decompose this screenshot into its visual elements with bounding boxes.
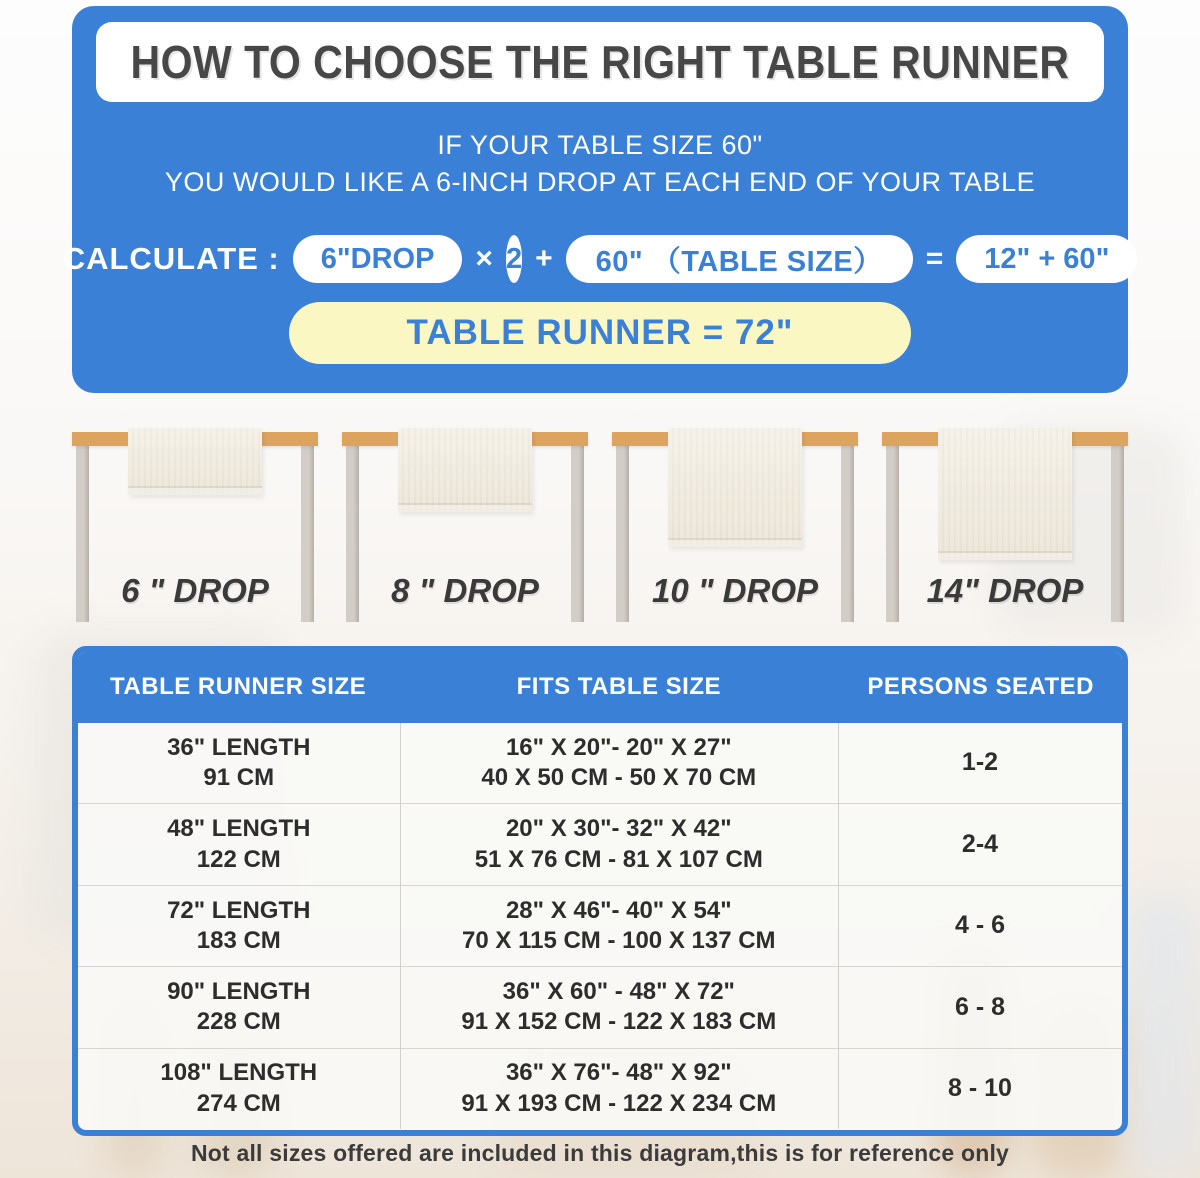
runner-cloth xyxy=(938,428,1072,560)
drop-examples-row xyxy=(72,424,1128,624)
plus-sign: + xyxy=(535,242,553,275)
runner-size-cell xyxy=(78,977,400,1038)
persons-cell: 4 - 6 xyxy=(954,911,1005,940)
fits-size-inches: 20" X 30"- 32" X 42" xyxy=(505,815,732,843)
fits-size-cm: 40 X 50 CM - 50 X 70 CM xyxy=(481,764,757,792)
table-size-pill: 60" （TABLE SIZE） xyxy=(566,235,913,283)
drop-value-pill: 6"DROP xyxy=(293,235,463,283)
drop-label: 10 " DROP xyxy=(651,572,819,609)
runner-length-inches: 90" LENGTH xyxy=(167,977,311,1005)
runner-length-cm: 91 CM xyxy=(203,764,275,792)
table-row xyxy=(78,803,1122,884)
title-banner xyxy=(96,22,1104,102)
result-pill: TABLE RUNNER = 72" xyxy=(289,302,911,364)
fits-size-inches: 36" X 60" - 48" X 72" xyxy=(502,977,735,1005)
fits-size-inches: 16" X 20"- 20" X 27" xyxy=(505,733,732,761)
table-row xyxy=(78,1048,1122,1129)
drop-label: 14" DROP xyxy=(926,572,1084,609)
drop-label: 8 " DROP xyxy=(391,572,539,609)
runner-size-cell xyxy=(78,896,400,957)
size-chart-header xyxy=(77,651,1123,723)
persons-cell: 8 - 10 xyxy=(948,1073,1012,1102)
page-title: HOW TO CHOOSE THE RIGHT TABLE RUNNER xyxy=(130,35,1070,88)
calculation-row xyxy=(62,235,1128,283)
drop-example-8in xyxy=(342,424,588,624)
runner-length-inches: 72" LENGTH xyxy=(167,896,311,924)
header-panel xyxy=(62,6,1128,393)
table-leg xyxy=(301,444,314,622)
runner-length-inches: 48" LENGTH xyxy=(167,815,311,843)
table-leg xyxy=(571,444,584,622)
column-header-persons: PERSONS SEATED xyxy=(867,673,1095,700)
runner-length-inches: 36" LENGTH xyxy=(167,733,311,761)
table-row xyxy=(78,723,1122,803)
column-divider xyxy=(838,723,839,1129)
size-chart-body xyxy=(78,723,1122,1129)
drop-example-10in xyxy=(612,424,858,624)
runner-length-cm: 274 CM xyxy=(196,1089,281,1117)
bg-blob xyxy=(1128,890,1200,1178)
runner-length-cm: 122 CM xyxy=(196,845,281,873)
table-row xyxy=(78,966,1122,1047)
sum-pill: 12" + 60" xyxy=(956,235,1137,283)
runner-cloth xyxy=(668,428,802,547)
runner-cloth xyxy=(128,428,262,495)
subtitle-line-2: YOU WOULD LIKE A 6-INCH DROP AT EACH END OF YOUR TABLE xyxy=(164,167,1036,197)
fits-size-inches: 28" X 46"- 40" X 54" xyxy=(505,896,732,924)
fits-size-cell xyxy=(400,733,838,794)
table-leg xyxy=(616,444,629,622)
runner-cloth xyxy=(398,428,532,512)
runner-length-cm: 183 CM xyxy=(196,927,281,955)
fits-size-cm: 91 X 152 CM - 122 X 183 CM xyxy=(461,1008,777,1036)
times-sign: × xyxy=(475,242,493,275)
size-chart-panel xyxy=(72,646,1128,1136)
fits-size-cell xyxy=(400,814,838,875)
runner-size-cell xyxy=(78,814,400,875)
drop-example-14in xyxy=(882,424,1128,624)
multiplier-badge: 2 xyxy=(506,235,522,283)
fits-size-inches: 36" X 76"- 48" X 92" xyxy=(505,1059,732,1087)
drop-example-6in xyxy=(72,424,318,624)
runner-length-cm: 228 CM xyxy=(196,1008,281,1036)
persons-cell: 6 - 8 xyxy=(954,992,1005,1021)
equals-sign: = xyxy=(925,242,944,275)
fits-size-cell xyxy=(400,1058,838,1119)
table-leg xyxy=(841,444,854,622)
column-divider xyxy=(400,723,401,1129)
drop-label: 6 " DROP xyxy=(121,572,269,609)
calculate-label: CALCULATE : xyxy=(62,241,280,276)
column-header-runner-size: TABLE RUNNER SIZE xyxy=(110,673,367,700)
runner-size-cell xyxy=(78,733,400,794)
fits-size-cm: 91 X 193 CM - 122 X 234 CM xyxy=(461,1089,777,1117)
fits-size-cm: 70 X 115 CM - 100 X 137 CM xyxy=(462,927,776,955)
persons-cell: 1-2 xyxy=(961,748,999,777)
runner-length-inches: 108" LENGTH xyxy=(160,1059,318,1087)
runner-size-cell xyxy=(78,1058,400,1119)
table-row xyxy=(78,885,1122,966)
fits-size-cm: 51 X 76 CM - 81 X 107 CM xyxy=(474,845,763,873)
table-leg xyxy=(76,444,89,622)
column-header-fits-size: FITS TABLE SIZE xyxy=(516,673,721,700)
disclaimer-note: Not all sizes offered are included in this diagram,this is for reference only xyxy=(190,1140,1010,1166)
fits-size-cell xyxy=(400,977,838,1038)
persons-cell: 2-4 xyxy=(961,829,999,858)
table-leg xyxy=(886,444,899,622)
table-leg xyxy=(346,444,359,622)
table-leg xyxy=(1111,444,1124,622)
fits-size-cell xyxy=(400,896,838,957)
subtitle-line-1: IF YOUR TABLE SIZE 60" xyxy=(437,130,763,160)
